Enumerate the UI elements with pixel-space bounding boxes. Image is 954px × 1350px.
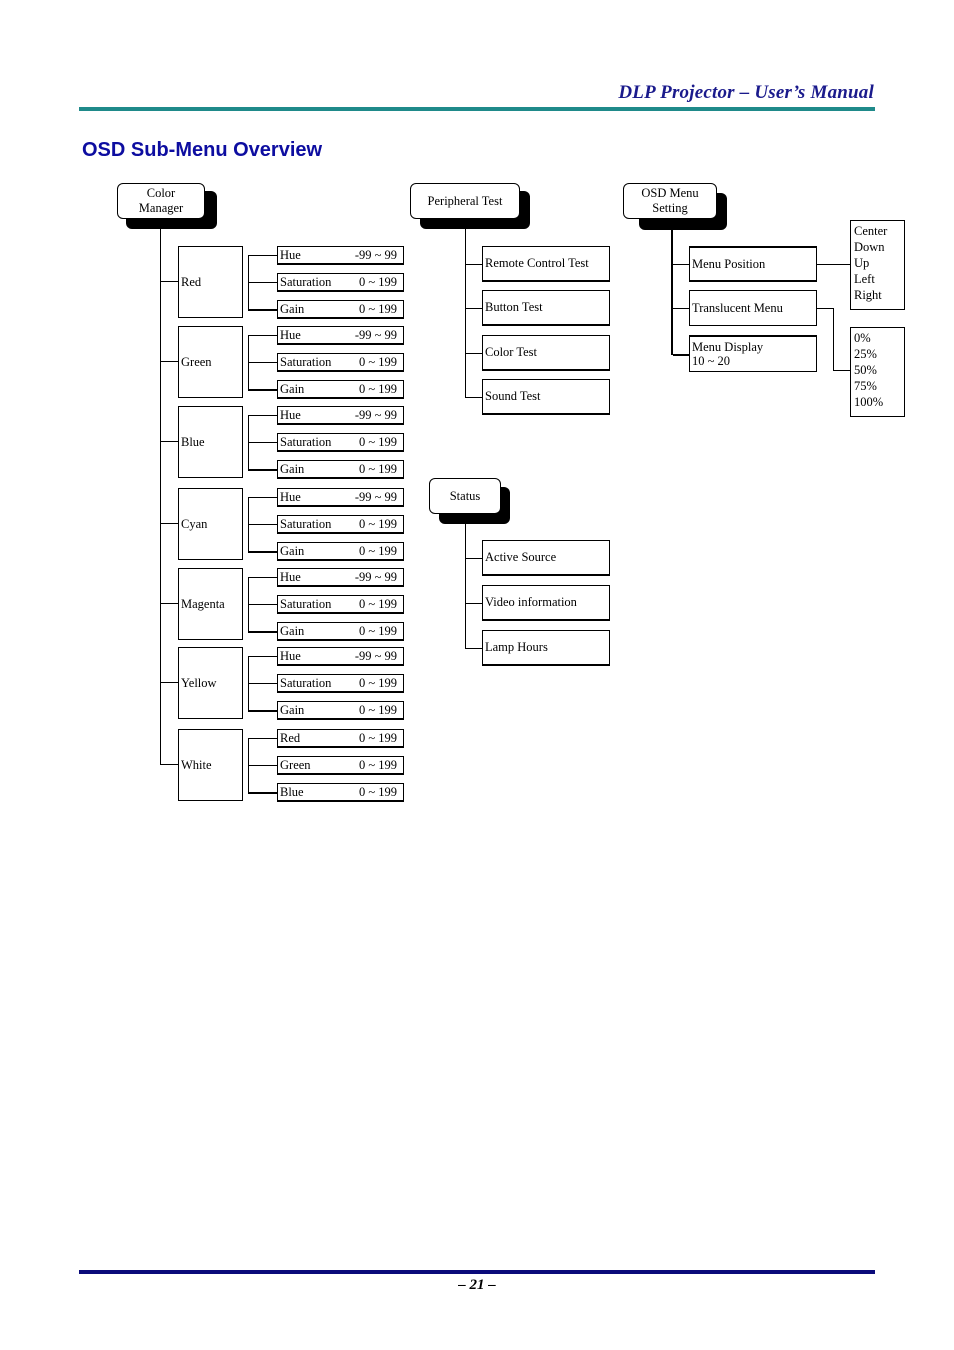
param-label: Saturation [280,274,332,289]
param-box [277,701,404,720]
translucent-menu-box [689,290,817,326]
section-title: OSD Sub-Menu Overview [82,139,323,161]
translucent-option: 25% [854,347,877,361]
menu-position-connector [673,264,689,265]
param-label: Saturation [280,516,332,531]
peripheral-item-label: Remote Control Test [485,256,589,270]
param-connector [248,577,277,578]
color-branch-connector [160,682,178,683]
param-box [277,273,404,292]
status-item-label: Lamp Hours [485,640,548,654]
peripheral-item-label: Sound Test [485,389,541,403]
translucent-menu-connector [673,308,689,309]
param-label: Gain [280,702,305,717]
param-range: 0 ~ 199 [358,757,397,772]
translucent-menu-label: Translucent Menu [692,300,783,315]
footer-rule [79,1270,875,1274]
param-label: Gain [280,623,305,638]
peripheral-item-box [482,379,610,415]
color-branch-connector [160,361,178,362]
color-manager-title-line1: Color [146,186,176,200]
param-range: 0 ~ 199 [358,702,397,717]
menu-position-box [689,246,817,282]
param-box [277,729,404,748]
param-label: Saturation [280,434,332,449]
param-range: 0 ~ 199 [358,381,397,396]
osd-menu-setting-title-line2: Setting [652,201,688,215]
color-box [178,729,243,801]
param-connector [248,683,277,684]
param-connector [248,282,277,283]
peripheral-item-connector [465,397,482,398]
header-rule [79,107,875,111]
menu-display-range: 10 ~ 20 [692,354,731,368]
param-box [277,783,404,802]
param-label: Gain [280,461,305,476]
translucent-option: 75% [854,379,877,393]
menu-display-connector [673,354,689,356]
position-option: Right [854,288,882,302]
color-name: White [181,757,212,772]
status-item-connector [465,558,482,559]
param-label: Hue [280,407,301,422]
color-name: Magenta [181,596,225,611]
param-label: Red [280,730,301,745]
osd-menu-setting-node [623,183,717,219]
translucent-connector-a [817,308,833,309]
status-node: Status [429,478,501,514]
status-item-box [482,540,610,576]
color-branch-connector [160,281,178,282]
peripheral-item-label: Button Test [485,300,543,314]
position-options-list [850,220,905,310]
param-label: Saturation [280,675,332,690]
status-item-box [482,585,610,621]
param-range: 0 ~ 199 [358,623,397,638]
param-connector [248,309,277,311]
color-box [178,326,243,398]
peripheral-item-connector [465,308,482,309]
param-range: 0 ~ 199 [358,596,397,611]
param-range: -99 ~ 99 [354,327,397,342]
param-box [277,756,404,775]
param-box [277,300,404,319]
param-range: 0 ~ 199 [358,274,397,289]
status-trunk [465,524,466,649]
param-connector [248,551,277,553]
color-name: Green [181,354,212,369]
position-options-connector [817,264,850,265]
param-range: 0 ~ 199 [358,434,397,449]
param-label: Hue [280,489,301,504]
page-number: – 21 – [458,1277,496,1293]
param-range: 0 ~ 199 [358,675,397,690]
color-name: Cyan [181,516,208,531]
param-range: 0 ~ 199 [358,301,397,316]
translucent-option: 50% [854,363,877,377]
color-box [178,568,243,640]
translucent-option: 0% [854,331,871,345]
position-option: Down [854,240,885,254]
position-option: Center [854,224,888,238]
param-label: Hue [280,648,301,663]
param-connector [248,604,277,605]
param-label: Gain [280,543,305,558]
param-range: -99 ~ 99 [354,489,397,504]
color-manager-title-line2: Manager [138,201,184,215]
param-range: -99 ~ 99 [354,247,397,262]
param-connector [248,389,277,391]
param-connector [248,631,277,633]
param-label: Hue [280,327,301,342]
param-box [277,406,404,425]
param-connector [248,710,277,712]
param-label: Gain [280,381,305,396]
param-label: Hue [280,247,301,262]
color-manager-trunk [160,229,161,764]
peripheral-item-connector [465,353,482,354]
param-range: -99 ~ 99 [354,648,397,663]
menu-display-label: Menu Display [692,340,764,354]
param-label: Saturation [280,596,332,611]
param-range: -99 ~ 99 [354,569,397,584]
param-box [277,568,404,587]
color-box [178,406,243,478]
position-option: Up [854,256,870,270]
param-box [277,674,404,693]
param-box [277,380,404,399]
color-branch-connector [160,523,178,524]
param-range: 0 ~ 199 [358,784,397,799]
param-box [277,542,404,561]
translucent-option: 100% [854,395,884,409]
param-connector [248,738,277,739]
status-item-connector [465,648,482,649]
param-box [277,595,404,614]
param-box [277,353,404,372]
color-name: Blue [181,434,205,449]
peripheral-test-trunk [465,229,466,398]
param-box [277,647,404,666]
peripheral-item-box [482,335,610,371]
color-manager-node [117,183,205,219]
param-connector [248,656,277,657]
color-branch-connector [160,441,178,442]
param-connector [248,442,277,443]
param-label: Blue [280,784,304,799]
param-box [277,460,404,479]
param-box [277,326,404,345]
param-label: Hue [280,569,301,584]
param-range: 0 ~ 199 [358,516,397,531]
param-connector [248,335,277,336]
position-option: Left [854,272,875,286]
param-label: Gain [280,301,305,316]
param-connector [248,524,277,525]
param-connector [248,792,277,794]
param-connector [248,415,277,416]
peripheral-item-box [482,290,610,326]
status-item-box [482,630,610,666]
menu-position-label: Menu Position [692,256,766,271]
menu-display-box [689,335,817,372]
color-box [178,488,243,560]
param-box [277,622,404,641]
translucent-connector-c [833,370,850,371]
peripheral-item-label: Color Test [485,345,538,359]
osd-menu-setting-trunk [671,230,673,355]
status-item-label: Active Source [485,550,557,564]
color-name: Red [181,274,202,289]
status-item-label: Video information [485,595,577,609]
color-box [178,246,243,318]
param-connector [248,765,277,766]
color-box [178,647,243,719]
param-range: 0 ~ 199 [358,354,397,369]
param-box [277,246,404,265]
peripheral-item-connector [465,264,482,265]
translucent-connector-b [833,308,834,371]
param-box [277,488,404,507]
param-range: 0 ~ 199 [358,543,397,558]
param-connector [248,362,277,363]
status-item-connector [465,603,482,604]
color-branch-connector [160,603,178,604]
translucent-options-list [850,327,905,417]
osd-menu-setting-title-line1: OSD Menu [641,186,699,200]
color-branch-connector [160,764,178,765]
param-box [277,515,404,534]
param-box [277,433,404,452]
peripheral-item-box [482,246,610,282]
param-range: 0 ~ 199 [358,461,397,476]
peripheral-test-node: Peripheral Test [410,183,520,219]
param-label: Saturation [280,354,332,369]
param-connector [248,469,277,471]
param-label: Green [280,757,311,772]
param-connector [248,255,277,256]
color-name: Yellow [181,675,217,690]
param-range: -99 ~ 99 [354,407,397,422]
param-connector [248,497,277,498]
param-range: 0 ~ 199 [358,730,397,745]
manual-title: DLP Projector – User’s Manual [618,82,874,103]
